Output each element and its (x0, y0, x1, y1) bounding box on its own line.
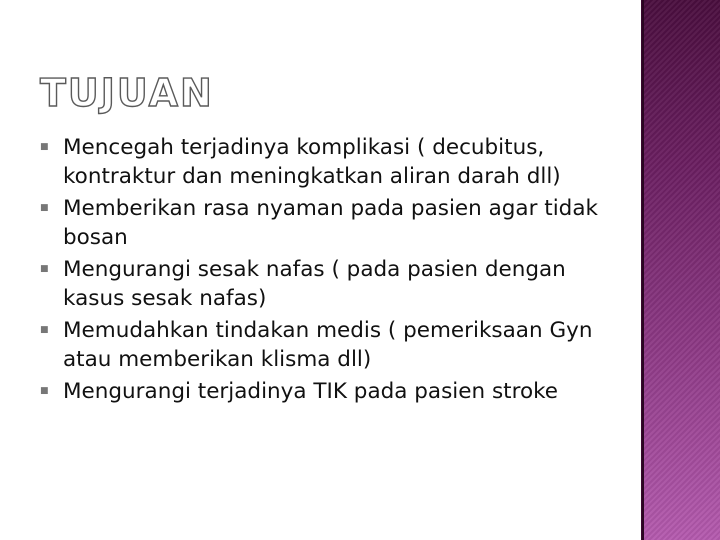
bullet-text: Mengurangi sesak nafas ( pada pasien dengan kasus sesak nafas) (63, 257, 566, 311)
bullet-dot-icon: ■ (40, 203, 49, 213)
bullet-dot-icon: ■ (40, 142, 49, 152)
bullet-item (40, 194, 630, 252)
bullet-dot-icon: ■ (40, 264, 49, 274)
bullet-item (40, 377, 630, 406)
bullet-dot-icon: ■ (40, 325, 49, 335)
bullet-item (40, 255, 630, 313)
bullet-text: Mencegah terjadinya komplikasi ( decubitus, kontraktur dan meningkatkan aliran darah dll) (63, 135, 561, 189)
decorative-side-band (641, 0, 720, 540)
bullet-item (40, 316, 630, 374)
bullet-text: Mengurangi terjadinya TIK pada pasien stroke (63, 379, 559, 404)
bullet-item (40, 133, 630, 191)
bullet-text: Memudahkan tindakan medis ( pemeriksaan Gyn atau memberikan klisma dll) (63, 318, 593, 372)
title-area (40, 71, 214, 115)
slide-title: TUJUAN (40, 71, 214, 115)
bullet-list (40, 133, 630, 409)
bullet-text: Memberikan rasa nyaman pada pasien agar tidak bosan (63, 196, 598, 250)
bullet-dot-icon: ■ (40, 386, 49, 396)
